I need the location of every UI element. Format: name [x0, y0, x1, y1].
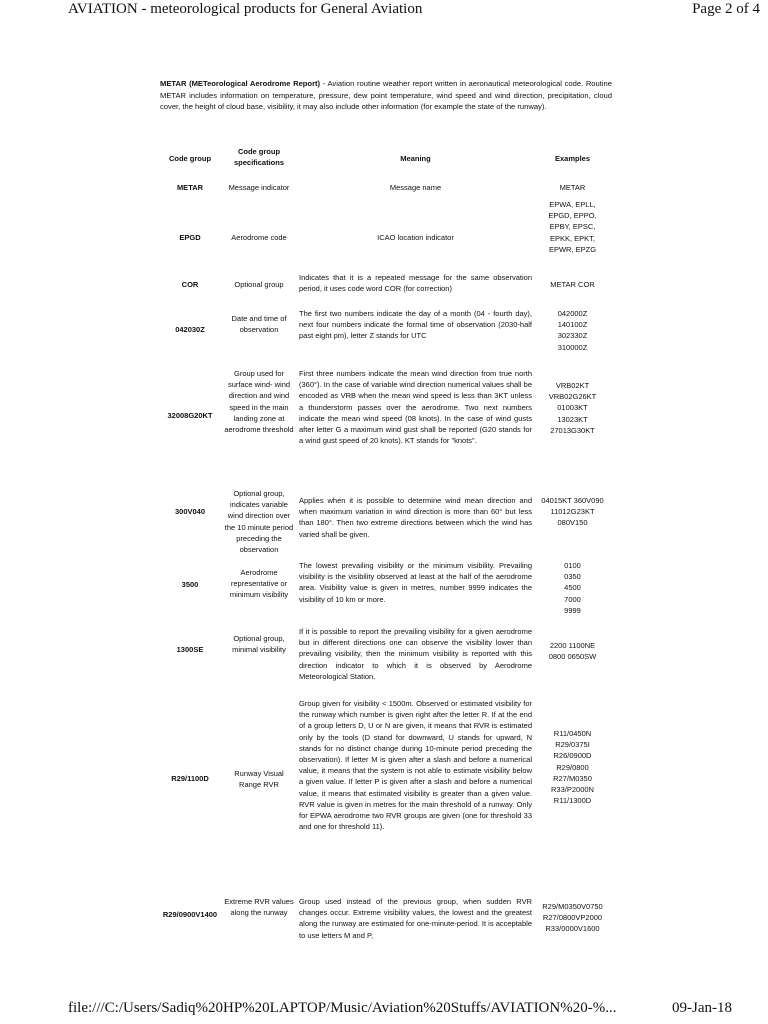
example-item: VRB02KT — [555, 381, 590, 390]
document-title: AVIATION - meteorological products for General Aviation — [68, 1, 423, 17]
examples-cell — [535, 728, 610, 806]
example-item: R29/0375I — [555, 740, 590, 750]
example-item: 042000Z — [557, 309, 588, 318]
examples-cell — [535, 279, 610, 290]
example-item: METAR — [559, 183, 586, 192]
spec-cell: Optional group, minimal visibility — [232, 634, 286, 655]
example-item: 0800 0650SW — [548, 652, 597, 662]
code-group-cell: COR — [181, 280, 199, 289]
example-item: R33/P2000N — [551, 785, 594, 795]
code-group-cell: 32008G20KT — [167, 411, 213, 420]
example-item: VRB02G26KT — [548, 392, 597, 402]
metar-table — [158, 142, 610, 940]
spec-cell: Group used for surface wind- wind direction and wind speed in the main landing zone at aerodrome threshold — [224, 369, 294, 435]
example-item: 2200 1100NE — [549, 641, 596, 650]
example-item: EPGD, EPPO, — [548, 211, 597, 221]
meaning-cell: If it is possible to report the prevailing visibility for a given aerodrome but in different directions one can observe the visibility lower than prevailing visibility, then the minimum visibility is reported with this direction indicator to which it is observed by Aerodrome Meteorological Station. — [299, 627, 532, 681]
code-group-cell: R29/1100D — [171, 774, 209, 783]
spec-cell: Aerodrome representative or minimum visibility — [229, 568, 289, 600]
example-item: 140100Z — [557, 320, 588, 330]
meaning-cell: Message name — [389, 183, 442, 192]
table-header — [158, 142, 610, 182]
example-item: R11/0450N — [553, 729, 592, 738]
example-item: 01003KT — [557, 403, 588, 413]
header-spec: Code group specifications — [233, 147, 285, 168]
meaning-cell: ICAO location indicator — [377, 233, 454, 242]
examples-cell — [535, 380, 610, 436]
example-item: 04015KT 360V090 — [541, 496, 604, 505]
header-meaning: Meaning — [400, 154, 431, 163]
code-group-cell: 300V040 — [174, 507, 206, 516]
code-group-cell: 3500 — [181, 580, 199, 589]
example-item: 11012G23KT — [550, 507, 595, 517]
example-item: R27/0800VP2000 — [542, 913, 603, 923]
header-code-group: Code group — [168, 154, 212, 163]
examples-cell — [535, 182, 610, 193]
example-item: 27013G30KT — [550, 425, 595, 435]
example-item: R26/0900D — [553, 751, 592, 761]
example-item: R33/0000V1600 — [545, 924, 600, 934]
code-group-cell: 1300SE — [176, 645, 204, 654]
example-item: EPWA, EPLL, — [549, 200, 596, 209]
example-item: 13023KT — [557, 414, 588, 424]
meaning-cell: Group given for visibility < 1500m. Observed or estimated visibility for the runway which number is given right after the letter R. If at the end of a group letters D, U or N are given, it means that RVR is estimated only by the tools (D stand for downward, U stands for upward, N stands for no distinct change during 10-minute period preceding the observation). If letter M is given after a slash and before a numerical value, it means that the system is not able to estimate visibility below a given value. If letter P is given after a slash and before a numerical value, it means that estimated visibility is greater than a given value. RVR value is given in metres for the main threshold of a runway. Only for EPWA aerodrome two RVR groups are given (one for threshold 33 and one for threshold 11). — [299, 699, 532, 832]
page-header — [0, 0, 768, 24]
example-item: 0350 — [564, 572, 581, 582]
meaning-cell: Indicates that it is a repeated message for the same observation period, it uses code word COR (for correction) — [299, 273, 532, 294]
example-item: 0100 — [564, 561, 581, 570]
header-examples: Examples — [554, 154, 591, 163]
spec-cell: Extreme RVR values along the runway — [224, 897, 294, 918]
example-item: R29/0800 — [556, 762, 589, 772]
spec-cell: Optional group, indicates variable wind direction over the 10 minute period preceding the observation — [224, 489, 294, 555]
example-item: R27/M0350 — [553, 773, 592, 783]
example-item: 080V150 — [557, 518, 588, 528]
code-group-cell: METAR — [176, 183, 204, 192]
spec-cell: Date and time of observation — [231, 314, 287, 335]
meaning-cell: The first two numbers indicate the day of a month (04 - fourth day), next four numbers indicate the formal time of observation (2030-half past eight pm), letter Z stands for UTC — [299, 309, 532, 341]
meaning-cell: The lowest prevailing visibility or the minimum visibility. Prevailing visibility is the visibility observed at least at the half of the aerodrome area. Visibility value is given in metres, number 9999 indicates the visibility of 10 km or more. — [299, 561, 532, 604]
page-number: Page 2 of 4 — [692, 1, 760, 17]
example-item: METAR COR — [550, 280, 595, 289]
print-date: 09-Jan-18 — [672, 1000, 732, 1016]
example-item: 9999 — [564, 605, 581, 615]
examples-cell — [535, 308, 610, 353]
examples-cell — [535, 199, 610, 255]
example-item: EPKK, EPKT, — [549, 233, 596, 243]
example-item: EPWR, EPZG — [548, 244, 597, 254]
examples-cell — [535, 560, 610, 616]
example-item: R11/1300D — [553, 796, 592, 806]
example-item: R29/M0350V0750 — [542, 902, 603, 911]
examples-cell — [535, 901, 610, 935]
examples-cell — [535, 640, 610, 662]
page-footer — [68, 1000, 768, 1017]
example-item: EPBY, EPSC, — [549, 222, 596, 232]
meaning-cell: First three numbers indicate the mean wind direction from true north (360°). In the case of variable wind direction numerical values shall be encoded as VRB when the mean wind speed is less than 3KT unless a thunderstorm passes over the aerodrome. Two next numbers indicate the mean wind speed (08 knots). In the case of wind gusts after letter G a maximum wind gust shall be reported (G20 stands for a wind gust speed of 20 knots). KT stands for "knots". — [299, 369, 532, 446]
example-item: 310000Z — [557, 342, 588, 352]
spec-cell: Runway Visual Range RVR — [234, 769, 284, 790]
spec-cell: Message indicator — [228, 183, 290, 192]
example-item: 302330Z — [557, 331, 588, 341]
code-group-cell: 042030Z — [175, 325, 205, 334]
meaning-cell: Group used instead of the previous group, when sudden RVR changes occur. Extreme visibility values, the lowest and the greatest along the runway are estimated for one-minute-period. It is acceptable to use letters M and P, — [299, 897, 532, 940]
file-path: file:///C:/Users/Sadiq%20HP%20LAPTOP/Music/Aviation%20Stuffs/AVIATION%20-%... — [68, 1000, 617, 1016]
code-group-cell: R29/0900V1400 — [162, 910, 218, 919]
intro-text: - Aviation routine weather report written in aeronautical meteorological code. Routine METAR includes information on temperature, pressure, dew point temperature, wind speed and wind direction, precipitation, cloud cover, the height of cloud base, visibility, it may also include other information (for example the state of the runway). — [160, 79, 612, 111]
code-group-cell: EPGD — [179, 233, 201, 242]
example-item: 4500 — [564, 583, 581, 593]
examples-cell — [535, 495, 610, 529]
example-item: 7000 — [564, 594, 581, 604]
meaning-cell: Applies when it is possible to determine wind mean direction and when maximum variation in wind direction is more than 60° but less than 180°. Then two extreme directions between which the wind has varied shall be given. — [299, 496, 532, 539]
spec-cell: Aerodrome code — [231, 233, 287, 242]
intro-paragraph — [160, 78, 612, 113]
spec-cell: Optional group — [234, 280, 284, 289]
intro-term: METAR (METeorological Aerodrome Report) — [160, 79, 321, 88]
